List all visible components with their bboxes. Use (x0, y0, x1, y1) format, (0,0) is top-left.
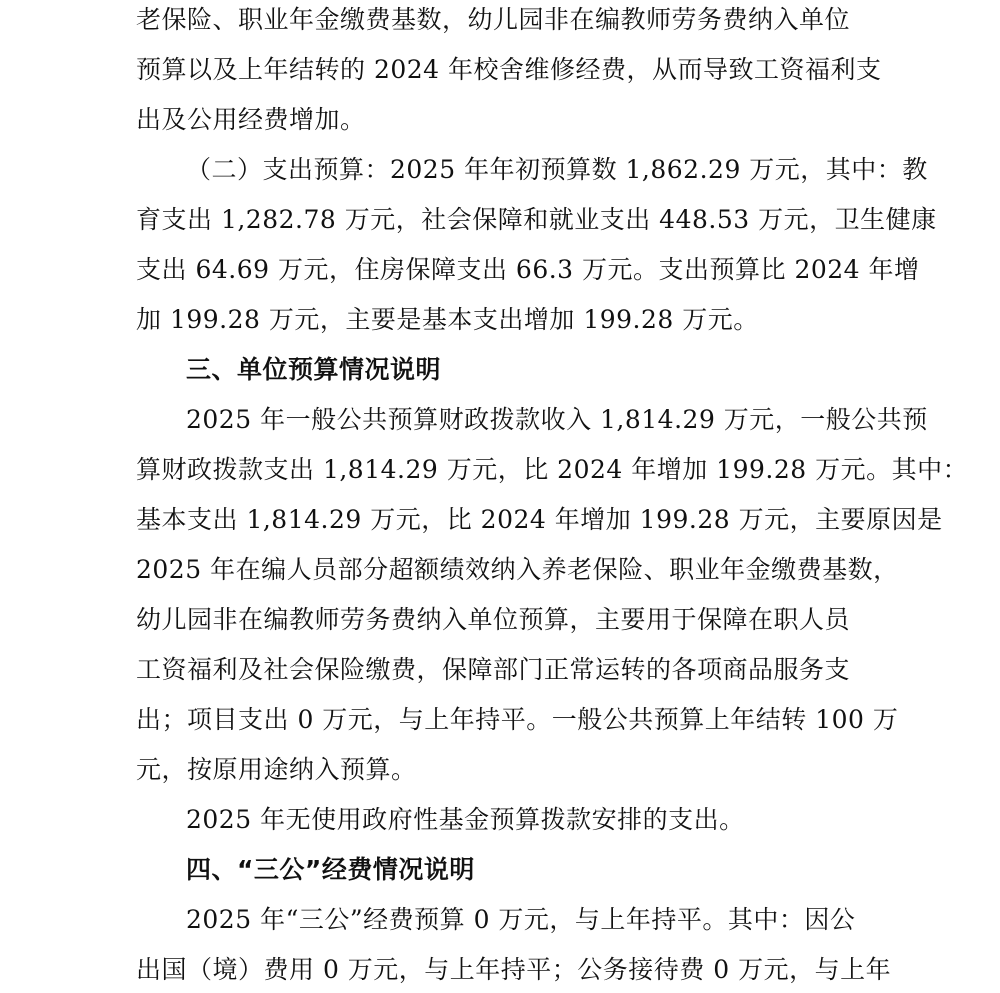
paragraph-line: 支出 64.69 万元，住房保障支出 66.3 万元。支出预算比 2024 年增 (136, 255, 920, 284)
paragraph-line: 2025 年“三公”经费预算 0 万元，与上年持平。其中：因公 (186, 905, 856, 934)
paragraph-line: 元，按原用途纳入预算。 (136, 755, 417, 784)
paragraph-line: 工资福利及社会保险缴费，保障部门正常运转的各项商品服务支 (136, 655, 851, 684)
paragraph-line: 基本支出 1,814.29 万元，比 2024 年增加 199.28 万元，主要原因是 (136, 505, 943, 534)
paragraph-line: 出及公用经费增加。 (136, 105, 366, 134)
paragraph-line: 幼儿园非在编教师劳务费纳入单位预算，主要用于保障在职人员 (136, 605, 851, 634)
section-heading: 四、“三公”经费情况说明 (186, 855, 475, 884)
paragraph-line: 算财政拨款支出 1,814.29 万元，比 2024 年增加 199.28 万元。其中： (136, 455, 969, 484)
paragraph-line: 加 199.28 万元，主要是基本支出增加 199.28 万元。 (136, 305, 759, 334)
paragraph-line: 出国（境）费用 0 万元，与上年持平；公务接待费 0 万元，与上年 (136, 955, 892, 984)
paragraph-line: 预算以及上年结转的 2024 年校舍维修经费，从而导致工资福利支 (136, 55, 882, 84)
paragraph-line: 老保险、职业年金缴费基数，幼儿园非在编教师劳务费纳入单位 (136, 5, 851, 34)
paragraph-line: 出；项目支出 0 万元，与上年持平。一般公共预算上年结转 100 万 (136, 705, 899, 734)
paragraph-line: （二）支出预算：2025 年年初预算数 1,862.29 万元，其中：教 (186, 155, 928, 184)
paragraph-line: 2025 年无使用政府性基金预算拨款安排的支出。 (186, 805, 745, 834)
paragraph-line: 2025 年在编人员部分超额绩效纳入养老保险、职业年金缴费基数， (136, 555, 899, 584)
section-heading: 三、单位预算情况说明 (186, 355, 442, 384)
paragraph-line: 2025 年一般公共预算财政拨款收入 1,814.29 万元，一般公共预 (186, 405, 928, 434)
paragraph-line: 育支出 1,282.78 万元，社会保障和就业支出 448.53 万元，卫生健康 (136, 205, 937, 234)
